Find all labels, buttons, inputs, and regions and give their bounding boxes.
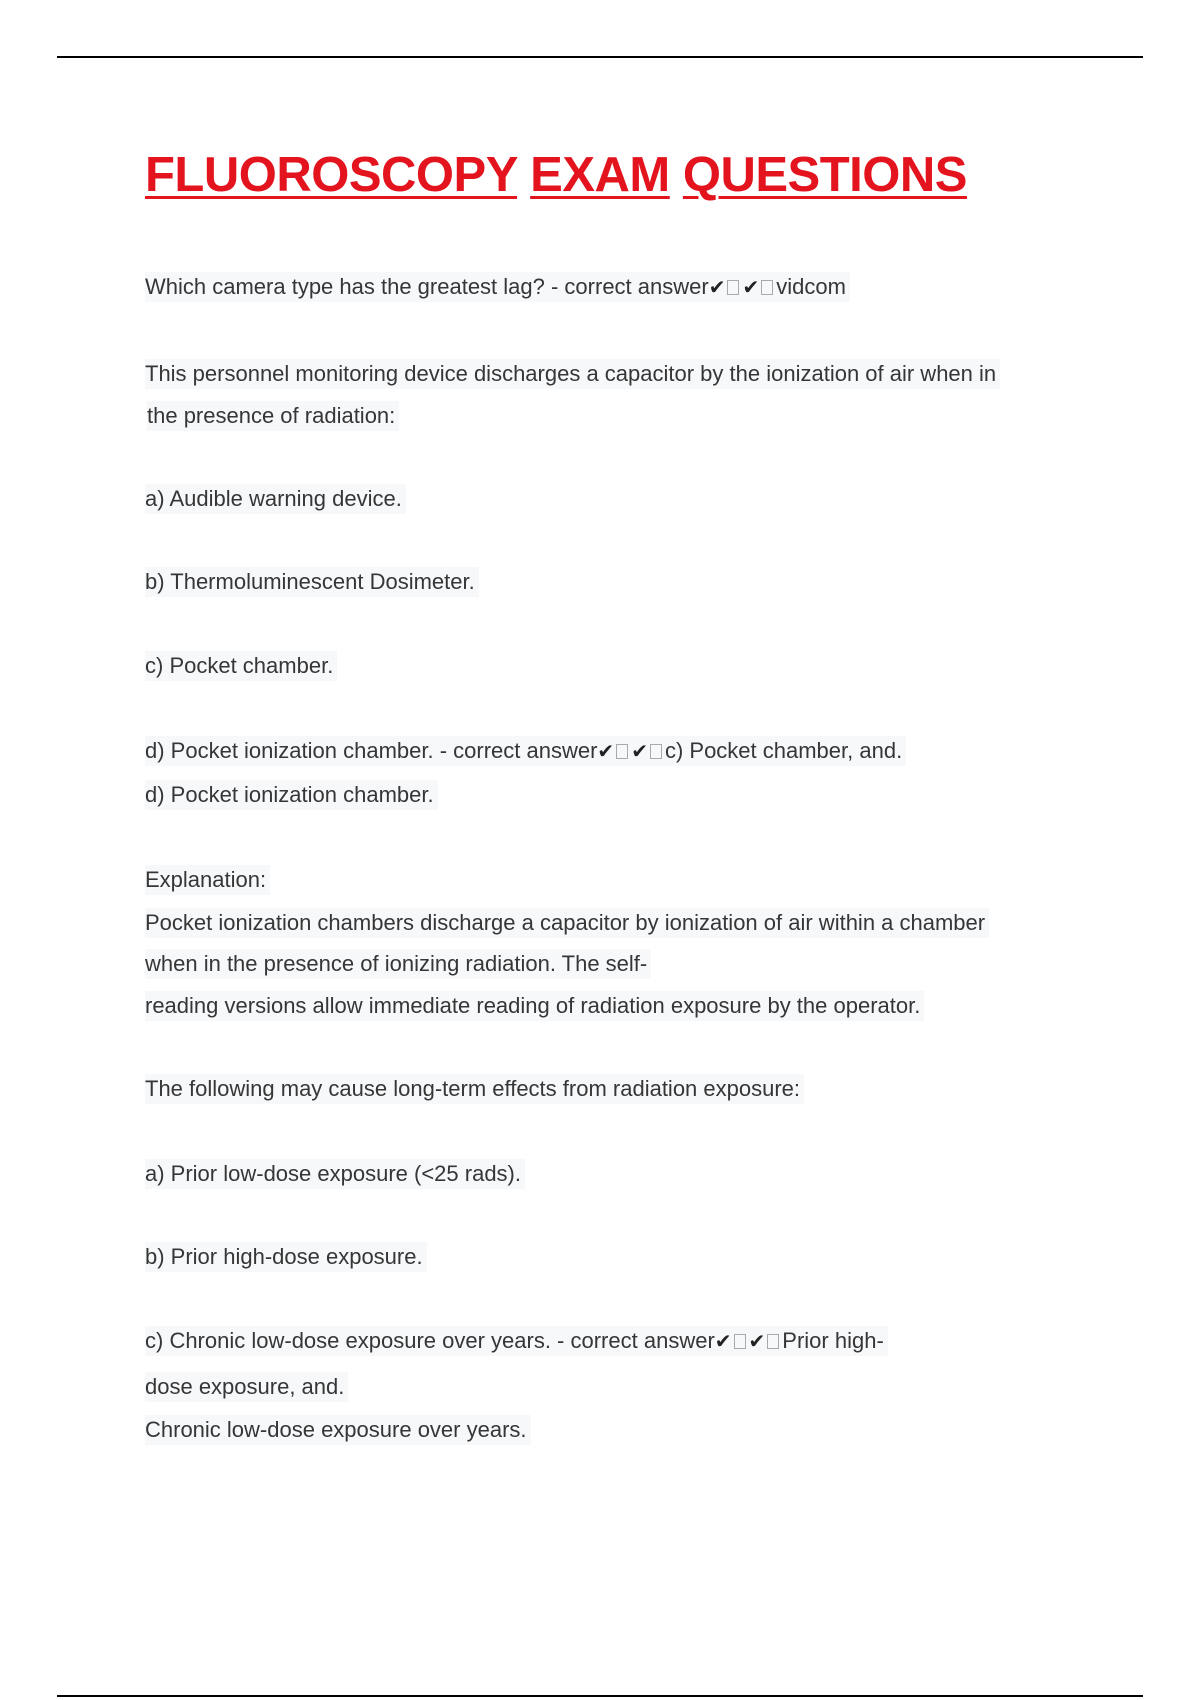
q2-answer-line-2: d) Pocket ionization chamber. [145,780,438,810]
checkmark-icon: ✔ [748,1329,766,1353]
q3-answer-line-2: dose exposure, and. [145,1372,348,1402]
missing-glyph-box-icon [650,744,662,759]
q2-option-b: b) Thermoluminescent Dosimeter. [145,567,479,597]
q1-line [145,272,850,302]
title-word-exam: EXAM [530,148,670,202]
title-word-questions: QUESTIONS [682,148,967,202]
q1-prefix: Which camera type has the greatest lag? - correct answer [145,274,709,299]
checkmark-icon: ✔ [597,739,615,763]
q2-explanation-label: Explanation: [145,865,270,895]
q3-option-b: b) Prior high-dose exposure. [145,1242,427,1272]
q1-answer: vidcom [776,274,846,299]
q2-explanation-line-1: Pocket ionization chambers discharge a capacitor by ionization of air within a chamber [145,908,989,938]
q3-answer-line-3: Chronic low-dose exposure over years. [145,1415,531,1445]
missing-glyph-box-icon [767,1334,779,1349]
title-word-fluoroscopy: FLUOROSCOPY [145,148,518,202]
missing-glyph-box-icon [727,280,739,295]
checkmark-icon: ✔ [631,739,648,763]
checkmark-icon: ✔ [708,275,726,299]
missing-glyph-box-icon [761,280,773,295]
q2-explanation-line-3: reading versions allow immediate reading of radiation exposure by the operator. [145,991,924,1021]
q2-stem-line-1: This personnel monitoring device discharges a capacitor by the ionization of air when in [145,359,1000,389]
bottom-rule [57,1695,1143,1697]
q3-option-c-prefix: c) Chronic low-dose exposure over years. - correct answer [145,1328,715,1353]
q2-option-d-line [145,736,906,766]
q2-answer-line-1: c) Pocket chamber, and. [664,738,903,763]
q3-stem: The following may cause long-term effects from radiation exposure: [145,1074,804,1104]
q3-answer-line-1: Prior high- [782,1328,884,1353]
q2-option-a: a) Audible warning device. [145,484,406,514]
q3-option-c-line [145,1326,888,1356]
q2-explanation-line-2: when in the presence of ionizing radiation. The self- [145,949,651,979]
checkmark-icon: ✔ [714,1329,732,1353]
missing-glyph-box-icon [616,744,628,759]
q2-option-d-prefix: d) Pocket ionization chamber. - correct answer [145,738,598,763]
q2-option-c: c) Pocket chamber. [145,651,337,681]
page-title [145,145,967,205]
q2-stem-line-2: the presence of radiation: [147,401,399,431]
q3-option-a: a) Prior low-dose exposure (<25 rads). [145,1159,525,1189]
top-rule [57,56,1143,58]
checkmark-icon: ✔ [742,275,760,299]
missing-glyph-box-icon [734,1334,746,1349]
